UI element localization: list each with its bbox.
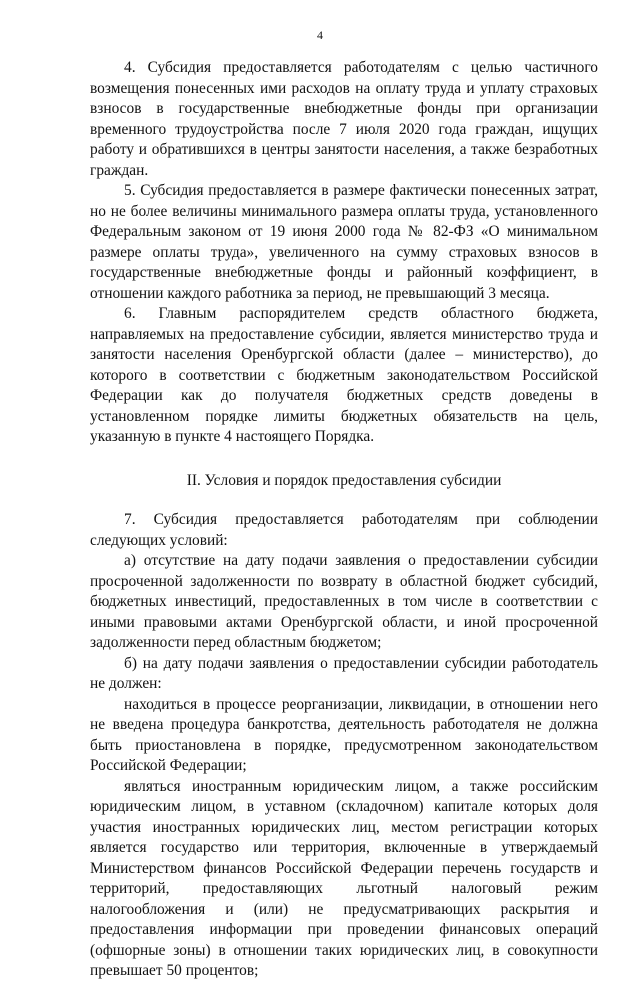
section-heading: II. Условия и порядок предоставления субсидии (186, 471, 502, 489)
document-body (90, 58, 598, 982)
page-number: 4 (317, 28, 323, 42)
condition-b-reorganization: находиться в процессе реорганизации, ликвидации, в отношении него не введена процедура банкротства, деятельность работодателя не должна быть приостановлена в порядке, предусмотренном законодательством Российской Федерации; (90, 695, 598, 774)
paragraph-7: 7. Субсидия предоставляется работодателям при соблюдении следующих условий: (90, 511, 598, 549)
condition-b: б) на дату подачи заявления о предоставлении субсидии работодатель не должен: (90, 654, 598, 692)
condition-b-foreign-entity: являться иностранным юридическим лицом, а также российским юридическим лицом, в уставном (складочном) капитале которых доля участия иностранных юридических лиц, местом регистрации которых является государство или территория, включенные в утверждаемый Министерством финансов Российской Федерации перечень государств и территорий, предоставляющих льготный налоговый режим налогообложения и (или) не предусматривающих раскрытия и предоставления информации при проведении финансовых операций (офшорные зоны) в отношении таких юридических лиц, в совокупности превышает 50 процентов; (90, 777, 598, 979)
paragraph-5: 5. Субсидия предоставляется в размере фактически понесенных затрат, но не более величины минимального размера оплаты труда, установленного Федеральным законом от 19 июня 2000 года № 82-ФЗ «О минимальном размере оплаты труда», увеличенного на сумму страховых взносов в государственные внебюджетные фонды и районный коэффициент, в отношении каждого работника за период, не превышающий 3 месяца. (90, 182, 598, 302)
paragraph-6: 6. Главным распорядителем средств областного бюджета, направляемых на предоставление субсидии, является министерство труда и занятости населения Оренбургской области (далее – министерство), до которого в соответствии с бюджетным законодательством Российской Федерации как до получателя бюджетных средств доведены в установленном порядке лимиты бюджетных обязательств на цель, указанную в пункте 4 настоящего Порядка. (90, 305, 598, 445)
paragraph-4: 4. Субсидия предоставляется работодателям с целью частичного возмещения понесенных ими расходов на оплату труда и уплату страховых взносов в государственные внебюджетные фонды при организации временного трудоустройства после 7 июля 2020 года граждан, ищущих работу и обратившихся в центры занятости населения, а также безработных граждан. (90, 59, 598, 179)
condition-a: а) отсутствие на дату подачи заявления о предоставлении субсидии просроченной задолженности по возврату в областной бюджет субсидий, бюджетных инвестиций, предоставленных в том числе в соответствии с иными правовыми актами Оренбургской области, и иной просроченной задолженности перед областным бюджетом; (90, 552, 598, 651)
